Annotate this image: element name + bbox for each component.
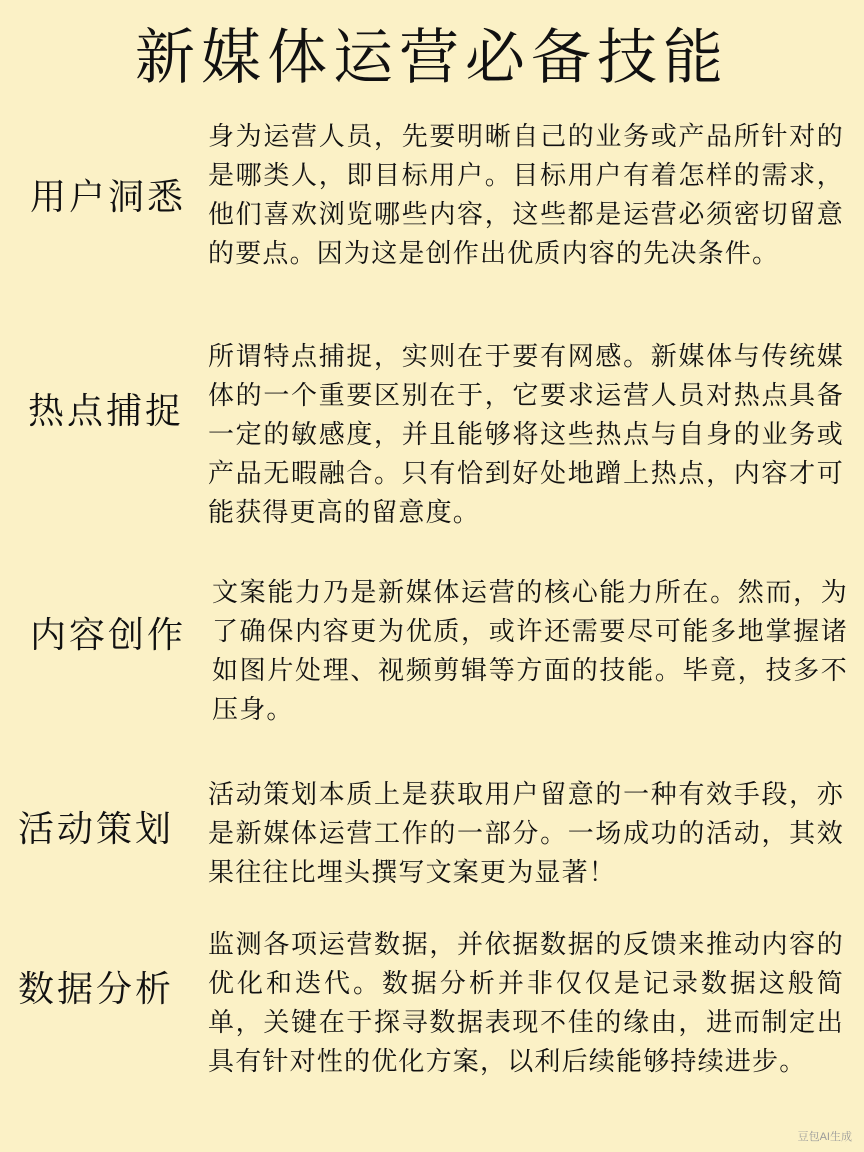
section-label: 数据分析 — [18, 969, 175, 1010]
section-text: 文案能力乃是新媒体运营的核心能力所在。然而，为了确保内容更为优质，或许还需要尽可能多地掌握诸如图片处理、视频剪辑等方面的技能。毕竟，技多不压身。 — [212, 578, 848, 725]
page-title: 新媒体运营必备技能 — [135, 23, 729, 93]
section-text: 身为运营人员，先要明晰自己的业务或产品所针对的是哪类人，即目标用户。目标用户有着怎样的需求，他们喜欢浏览哪些内容，这些都是运营必须密切留意的要点。因为这是创作出优质内容的先决条件。 — [208, 122, 844, 269]
watermark: 豆包AI生成 — [797, 1131, 852, 1143]
section-text: 所谓特点捕捉，实则在于要有网感。新媒体与传统媒体的一个重要区别在于，它要求运营人员对热点具备一定的敏感度，并且能够将这些热点与自身的业务或产品无暇融合。只有恰到好处地蹭上热点，内容才可能获得更高的留意度。 — [208, 342, 844, 528]
section-label: 内容创作 — [30, 615, 187, 656]
section-label: 热点捕捉 — [28, 391, 185, 432]
section-label: 用户洞悉 — [30, 177, 187, 218]
section-text: 监测各项运营数据，并依据数据的反馈来推动内容的优化和迭代。数据分析并非仅仅是记录数据这般简单，关键在于探寻数据表现不佳的缘由，进而制定出具有针对性的优化方案，以利后续能够持续进步。 — [208, 930, 844, 1077]
section-label: 活动策划 — [18, 809, 175, 850]
section-text: 活动策划本质上是获取用户留意的一种有效手段，亦是新媒体运营工作的一部分。一场成功的活动，其效果往往比埋头撰写文案更为显著！ — [208, 780, 844, 888]
